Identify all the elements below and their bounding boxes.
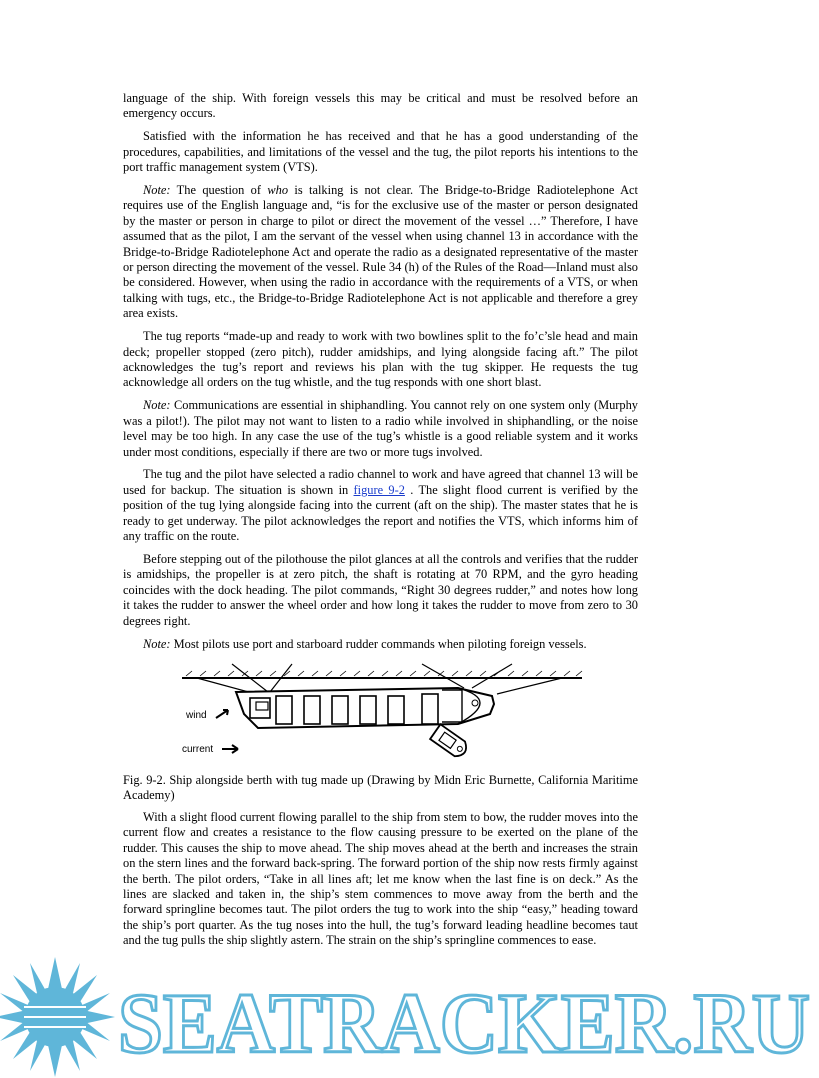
- paragraph-text: . The slight flood current is verified by the position of the tug lying alongside facing into the current (aft on the ship). The master states that he is ready to get underway. The pilot acknowledges the report and notifies the VTS, which informs him of any traffic on the route.: [123, 482, 639, 544]
- note-paragraph: [123, 183, 638, 322]
- figure-ship-berth: [172, 658, 592, 770]
- note-text: Most pilots use port and starboard rudder commands when piloting foreign vessels.: [170, 636, 587, 651]
- note-paragraph: [123, 637, 638, 652]
- berth-hatching: [186, 671, 582, 676]
- note-text: Communications are essential in shiphandling. You cannot rely on one system only (Murphy was a pilot!). The pilot may not want to listen to a radio while involved in shiphandling, or the noise level may be too high. In any case the use of the tug’s whistle is a good reliable system and it works under most conditions, especially if there are two or more tugs involved.: [123, 398, 638, 459]
- paragraph: language of the ship. With foreign vessels this may be critical and must be resolved before an emergency occurs.: [123, 91, 638, 121]
- emphasis-who: who: [267, 183, 289, 198]
- paragraph-text: The tug and the pilot have selected a radio channel to work and have agreed that channel 13 will be used for backup. The situation is shown in: [123, 467, 638, 497]
- current-label: current: [182, 744, 214, 755]
- current-arrow: [222, 745, 238, 753]
- watermark-text: SEATRACKER.RU: [118, 975, 810, 1071]
- body-text-top: [123, 91, 638, 659]
- figure-link[interactable]: figure 9-2: [353, 482, 405, 497]
- paragraph: [123, 467, 638, 544]
- paragraph: With a slight flood current flowing parallel to the ship from stem to bow, the rudder moves into the current flow and creates a resistance to the flow causing pressure to be exerted on the plane of the rudder. This causes the ship to move ahead. The ship moves ahead at the berth and increases the strain on the stern lines and the forward back-spring. The forward portion of the ship now rests firmly against the berth. The pilot orders, “Take in all lines aft; let me know when the last fine is on deck.” As the lines are slacked and taken in, the ship’s stem commences to move away from the berth and the forward springline becomes taut. The pilot orders the tug to work into the ship “easy,” heading toward the ship’s port quarter. As the tug noses into the hull, the tug’s forward leading headline becomes taut and the tug pulls the ship slightly astern. The strain on the ship’s springline commences to ease.: [123, 810, 638, 948]
- note-text-pre: The question of: [170, 183, 268, 198]
- figure-caption: Fig. 9-2. Ship alongside berth with tug made up (Drawing by Midn Eric Burnette, California Maritime Academy): [123, 773, 638, 803]
- wind-arrow: [216, 710, 228, 718]
- note-paragraph: [123, 398, 638, 460]
- note-text: is talking is not clear. The Bridge-to-Bridge Radiotelephone Act requires use of the English language and, “is for the exclusive use of the master or person designated by the master or person in charge to pilot or direct the movement of the vessel …” Therefore, I have assumed that as the pilot, I am the servant of the vessel when using channel 13 in accordance with the Bridge-to-Bridge Radiotelephone Act and operate the radio as a designated representative of the master or person directing the movement of the vessel. Rule 34 (h) of the Rules of the Road—Inland must also be considered. However, when using the radio in accordance with the requirements of a VTS, or when talking with tugs, etc., the Bridge-to-Bridge Radiotelephone Act is not applicable and therefore a grey area exists.: [123, 183, 638, 321]
- wind-label: wind: [186, 710, 207, 721]
- paragraph: Satisfied with the information he has received and that he has a good understanding of the procedures, capabilities, and limitations of the vessel and the tug, the pilot reports his intentions to the port traffic management system (VTS).: [123, 129, 638, 175]
- paragraph: Before stepping out of the pilothouse the pilot glances at all the controls and verifies that the rudder is amidships, the propeller is at zero pitch, the shaft is rotating at 70 RPM, and the gyro heading coincides with the dock heading. The pilot commands, “Right 30 degrees rudder,” and notes how long it takes the rudder to answer the wheel order and how long it takes the rudder to move from zero to 30 degrees right.: [123, 551, 638, 628]
- body-text-bottom: [123, 810, 638, 956]
- paragraph: The tug reports “made-up and ready to work with two bowlines split to the fo’c’sle head and main deck; propeller stopped (zero pitch), rudder amidships, and lying alongside facing aft.” The pilot acknowledges the tug’s report and reviews his plan with the tug skipper. He requests the tug acknowledge all orders on the tug whistle, and the tug responds with one short blast.: [123, 329, 638, 390]
- ship-diagram: [172, 658, 592, 770]
- note-label: Note:: [143, 398, 171, 413]
- watermark: [0, 955, 819, 1078]
- tug: [430, 724, 470, 759]
- note-label: Note:: [143, 636, 171, 651]
- note-label: Note:: [143, 183, 171, 198]
